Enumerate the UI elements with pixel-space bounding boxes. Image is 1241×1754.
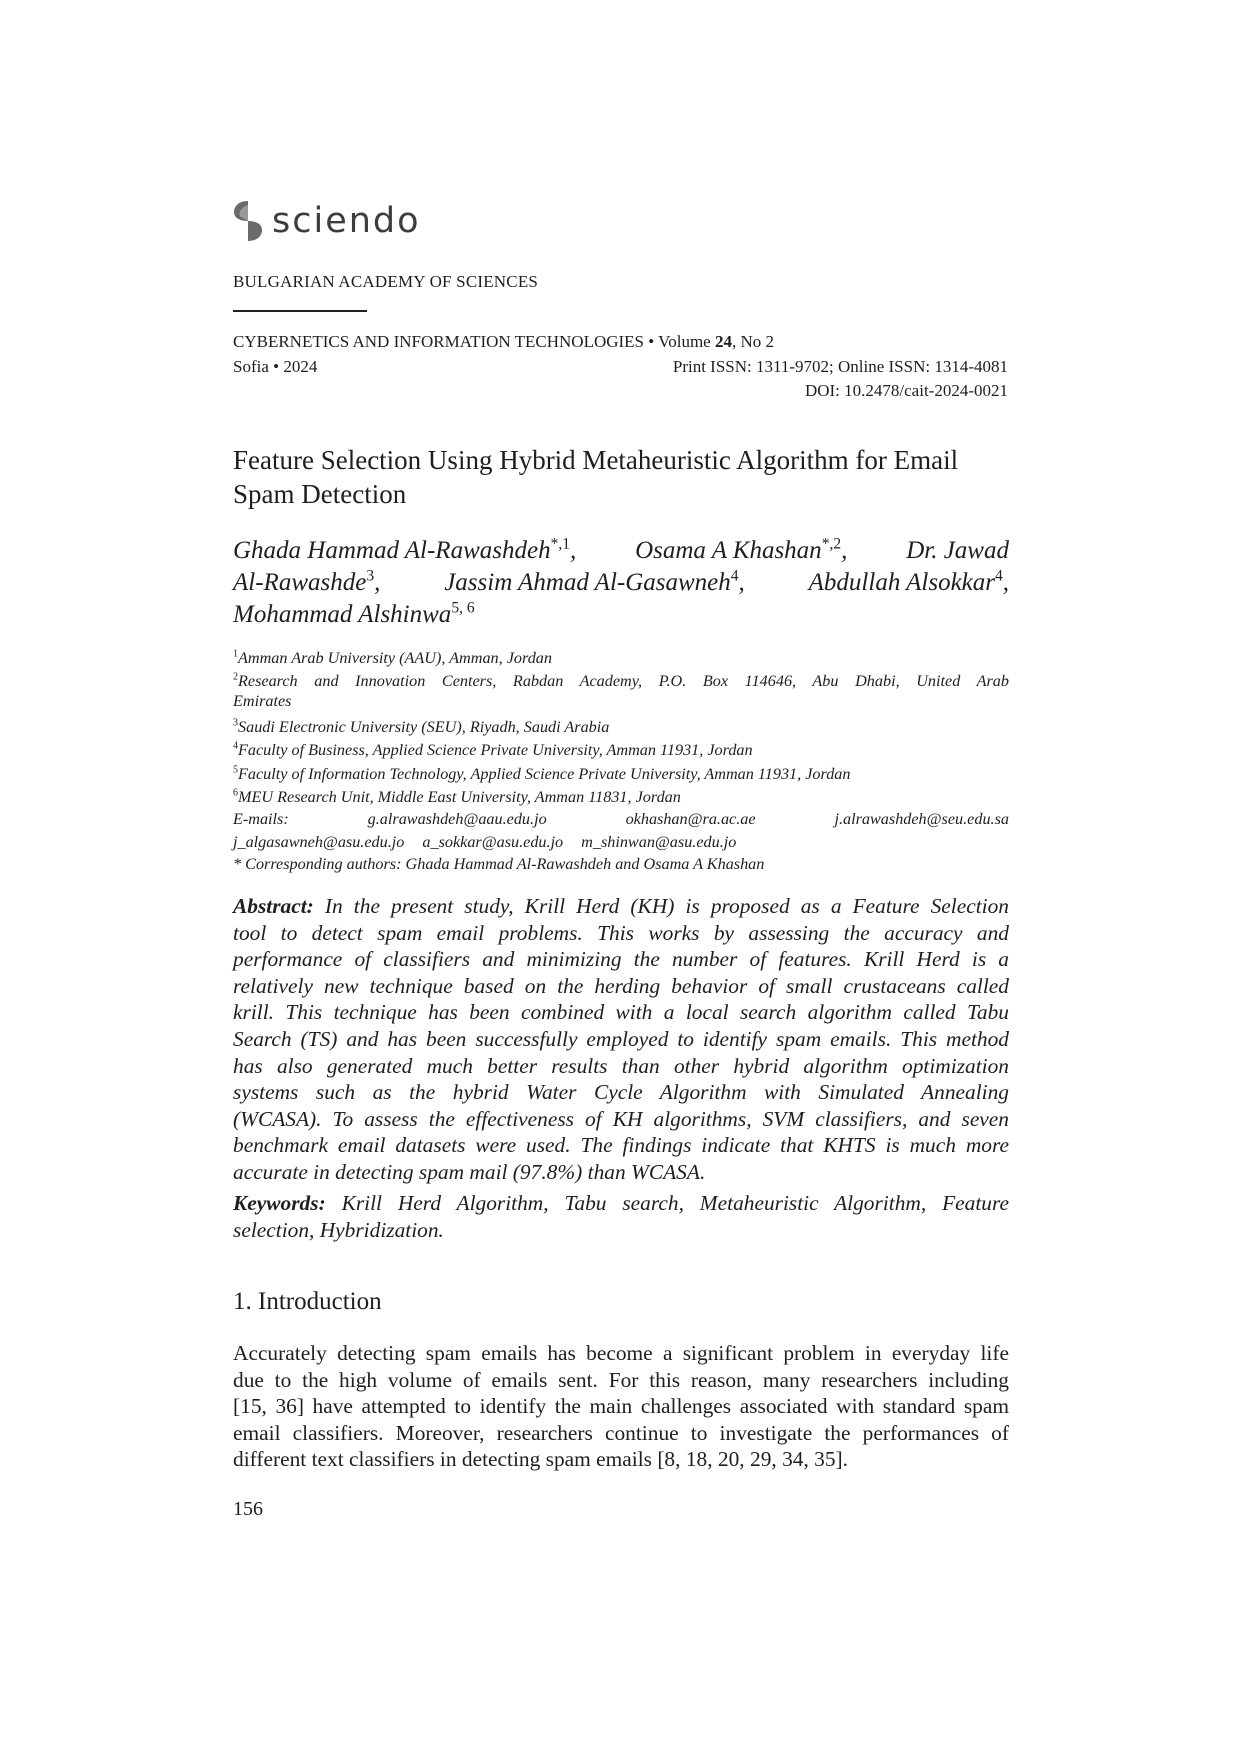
affiliation-4 xyxy=(233,740,1009,760)
email-link[interactable]: g.alrawashdeh@aau.edu.jo xyxy=(367,810,547,828)
logo-wordmark: sciendo xyxy=(272,200,421,241)
abstract-text: performance of classifiers and minimizing the number of features. Krill Herd is a xyxy=(233,947,1009,972)
intro-text: due to the high volume of emails sent. For this reason, many researchers including xyxy=(233,1367,1009,1392)
affil-number: 2 xyxy=(233,671,239,683)
intro-text: different text classifiers in detecting spam emails [8, 18, 20, 29, 34, 35]. xyxy=(233,1447,849,1472)
issn-line: Print ISSN: 1311-9702; Online ISSN: 1314-4081 xyxy=(672,357,1008,376)
author-affil-mark: 5, 6 xyxy=(451,599,475,617)
author-list xyxy=(233,535,1009,631)
email-link[interactable]: j.alrawashdeh@seu.edu.sa xyxy=(834,810,1009,828)
title-line: Spam Detection xyxy=(233,479,407,509)
intro-text: [15, 36] have attempted to identify the main challenges associated with standard spam xyxy=(233,1394,1009,1419)
abstract-text: Search (TS) and has been successfully employed to identify spam emails. This method xyxy=(233,1026,1009,1051)
affiliation-5 xyxy=(233,764,1009,784)
author-affil-mark: 4 xyxy=(730,567,739,585)
email-link[interactable]: okhashan@ra.ac.ae xyxy=(625,810,756,828)
section-heading: 1. Introduction xyxy=(233,1288,382,1315)
author-name: Jassim Ahmad Al-Gasawneh xyxy=(444,569,731,596)
issue-number: , No 2 xyxy=(731,332,775,351)
abstract-text: (WCASA). To assess the effectiveness of KH algorithms, SVM classifiers, and seven xyxy=(233,1106,1009,1131)
affil-text: Faculty of Information Technology, Applied Science Private University, Amman 11931, Jordan xyxy=(238,765,851,783)
emails-line xyxy=(233,832,1009,852)
volume-number: 24 xyxy=(714,332,732,351)
abstract-text: has also generated much better results than other hybrid algorithm optimization xyxy=(233,1053,1009,1078)
author-affil-mark: *,2 xyxy=(821,535,842,553)
corresponding-authors: * Corresponding authors: Ghada Hammad Al-Rawashdeh and Osama A Khashan xyxy=(233,855,765,873)
affiliation-3 xyxy=(233,717,1009,737)
author-line xyxy=(233,599,1009,631)
author-affil-mark: 3 xyxy=(366,567,375,585)
affiliation-1 xyxy=(233,648,1009,668)
affil-text: Saudi Electronic University (SEU), Riyadh, Saudi Arabia xyxy=(238,718,610,736)
abstract-text: systems such as the hybrid Water Cycle Algorithm with Simulated Annealing xyxy=(233,1080,1009,1105)
email-link[interactable]: m_shinwan@asu.edu.jo xyxy=(581,833,737,851)
academy-name: BULGARIAN ACADEMY OF SCIENCES xyxy=(233,272,539,291)
intro-paragraph xyxy=(233,1340,1009,1473)
email-link[interactable]: j_algasawneh@asu.edu.jo xyxy=(233,833,405,851)
author-name: Dr. Jawad xyxy=(906,537,1009,564)
affil-text: Emirates xyxy=(233,692,292,710)
keywords-label: Keywords: xyxy=(233,1191,326,1215)
affil-text: Faculty of Business, Applied Science Private University, Amman 11931, Jordan xyxy=(238,741,753,759)
abstract-text: accurate in detecting spam mail (97.8%) than WCASA. xyxy=(233,1159,706,1184)
journal-line xyxy=(233,332,774,352)
keywords-text: selection, Hybridization. xyxy=(233,1217,444,1242)
abstract xyxy=(233,893,1009,1186)
author-name: Abdullah Alsokkar xyxy=(808,569,995,596)
sciendo-logo-icon xyxy=(232,200,264,242)
page-number: 156 xyxy=(233,1498,263,1520)
abstract-text: krill. This technique has been combined with a local search algorithm called Tabu xyxy=(233,1000,1009,1025)
keywords-text: Krill Herd Algorithm, Tabu search, Metaheuristic Algorithm, Feature xyxy=(341,1191,1009,1215)
abstract-label: Abstract: xyxy=(233,894,314,918)
author-line: Al-Rawashde$^3$, Jassim Ahmad Al-Gasawneh$^4$, Abdullah Alsokkar$^4$, xyxy=(233,567,1009,596)
intro-text: email classifiers. Moreover, researchers continue to investigate the performances of xyxy=(233,1420,1009,1445)
city-year: Sofia • 2024 xyxy=(233,357,318,376)
abstract-text: In the present study, Krill Herd (KH) is proposed as a Feature Selection xyxy=(324,894,1009,918)
abstract-text: tool to detect spam email problems. This works by assessing the accuracy and xyxy=(233,920,1009,945)
affiliation-6 xyxy=(233,787,1009,807)
affil-text: MEU Research Unit, Middle East University, Amman 11831, Jordan xyxy=(238,788,681,806)
journal-name: CYBERNETICS AND INFORMATION TECHNOLOGIES • Volume xyxy=(233,332,715,351)
affil-text: Amman Arab University (AAU), Amman, Jordan xyxy=(238,649,552,667)
affil-number: 5 xyxy=(233,764,239,776)
author-affil-mark: 4 xyxy=(994,567,1003,585)
publisher-logo xyxy=(232,200,421,242)
emails-label: E-mails: xyxy=(233,810,289,828)
header-rule xyxy=(233,310,367,312)
author-name: Osama A Khashan xyxy=(635,537,822,564)
author-name: Al-Rawashde xyxy=(233,569,367,596)
emails-line xyxy=(233,810,1009,829)
author-line: Ghada Hammad Al-Rawashdeh$^{*,1}$, Osama A Khashan$^{*,2}$, Dr. Jawad xyxy=(233,535,1009,567)
doi-line: DOI: 10.2478/cait-2024-0021 xyxy=(804,381,1008,400)
affiliation-2 xyxy=(233,671,1009,711)
author-name: Mohammad Alshinwa xyxy=(233,601,452,628)
abstract-text: benchmark email datasets were used. The findings indicate that KHTS is much more xyxy=(233,1133,1009,1158)
affil-text: Research and Innovation Centers, Rabdan Academy, P.O. Box 114646, Abu Dhabi, United Arab xyxy=(238,672,1009,690)
title-line: Feature Selection Using Hybrid Metaheuristic Algorithm for Email xyxy=(233,445,959,475)
affil-number: 1 xyxy=(233,648,239,660)
author-name: Ghada Hammad Al-Rawashdeh xyxy=(233,537,551,564)
keywords xyxy=(233,1190,1009,1243)
email-link[interactable]: a_sokkar@asu.edu.jo xyxy=(422,833,564,851)
intro-text: Accurately detecting spam emails has become a significant problem in everyday life xyxy=(233,1341,1009,1365)
paper-title xyxy=(233,443,1009,511)
affil-number: 4 xyxy=(233,740,239,752)
affil-number: 6 xyxy=(233,787,239,799)
affil-number: 3 xyxy=(233,717,239,729)
author-affil-mark: *,1 xyxy=(550,535,570,553)
abstract-text: relatively new technique based on the herding behavior of small crustaceans called xyxy=(233,973,1009,998)
